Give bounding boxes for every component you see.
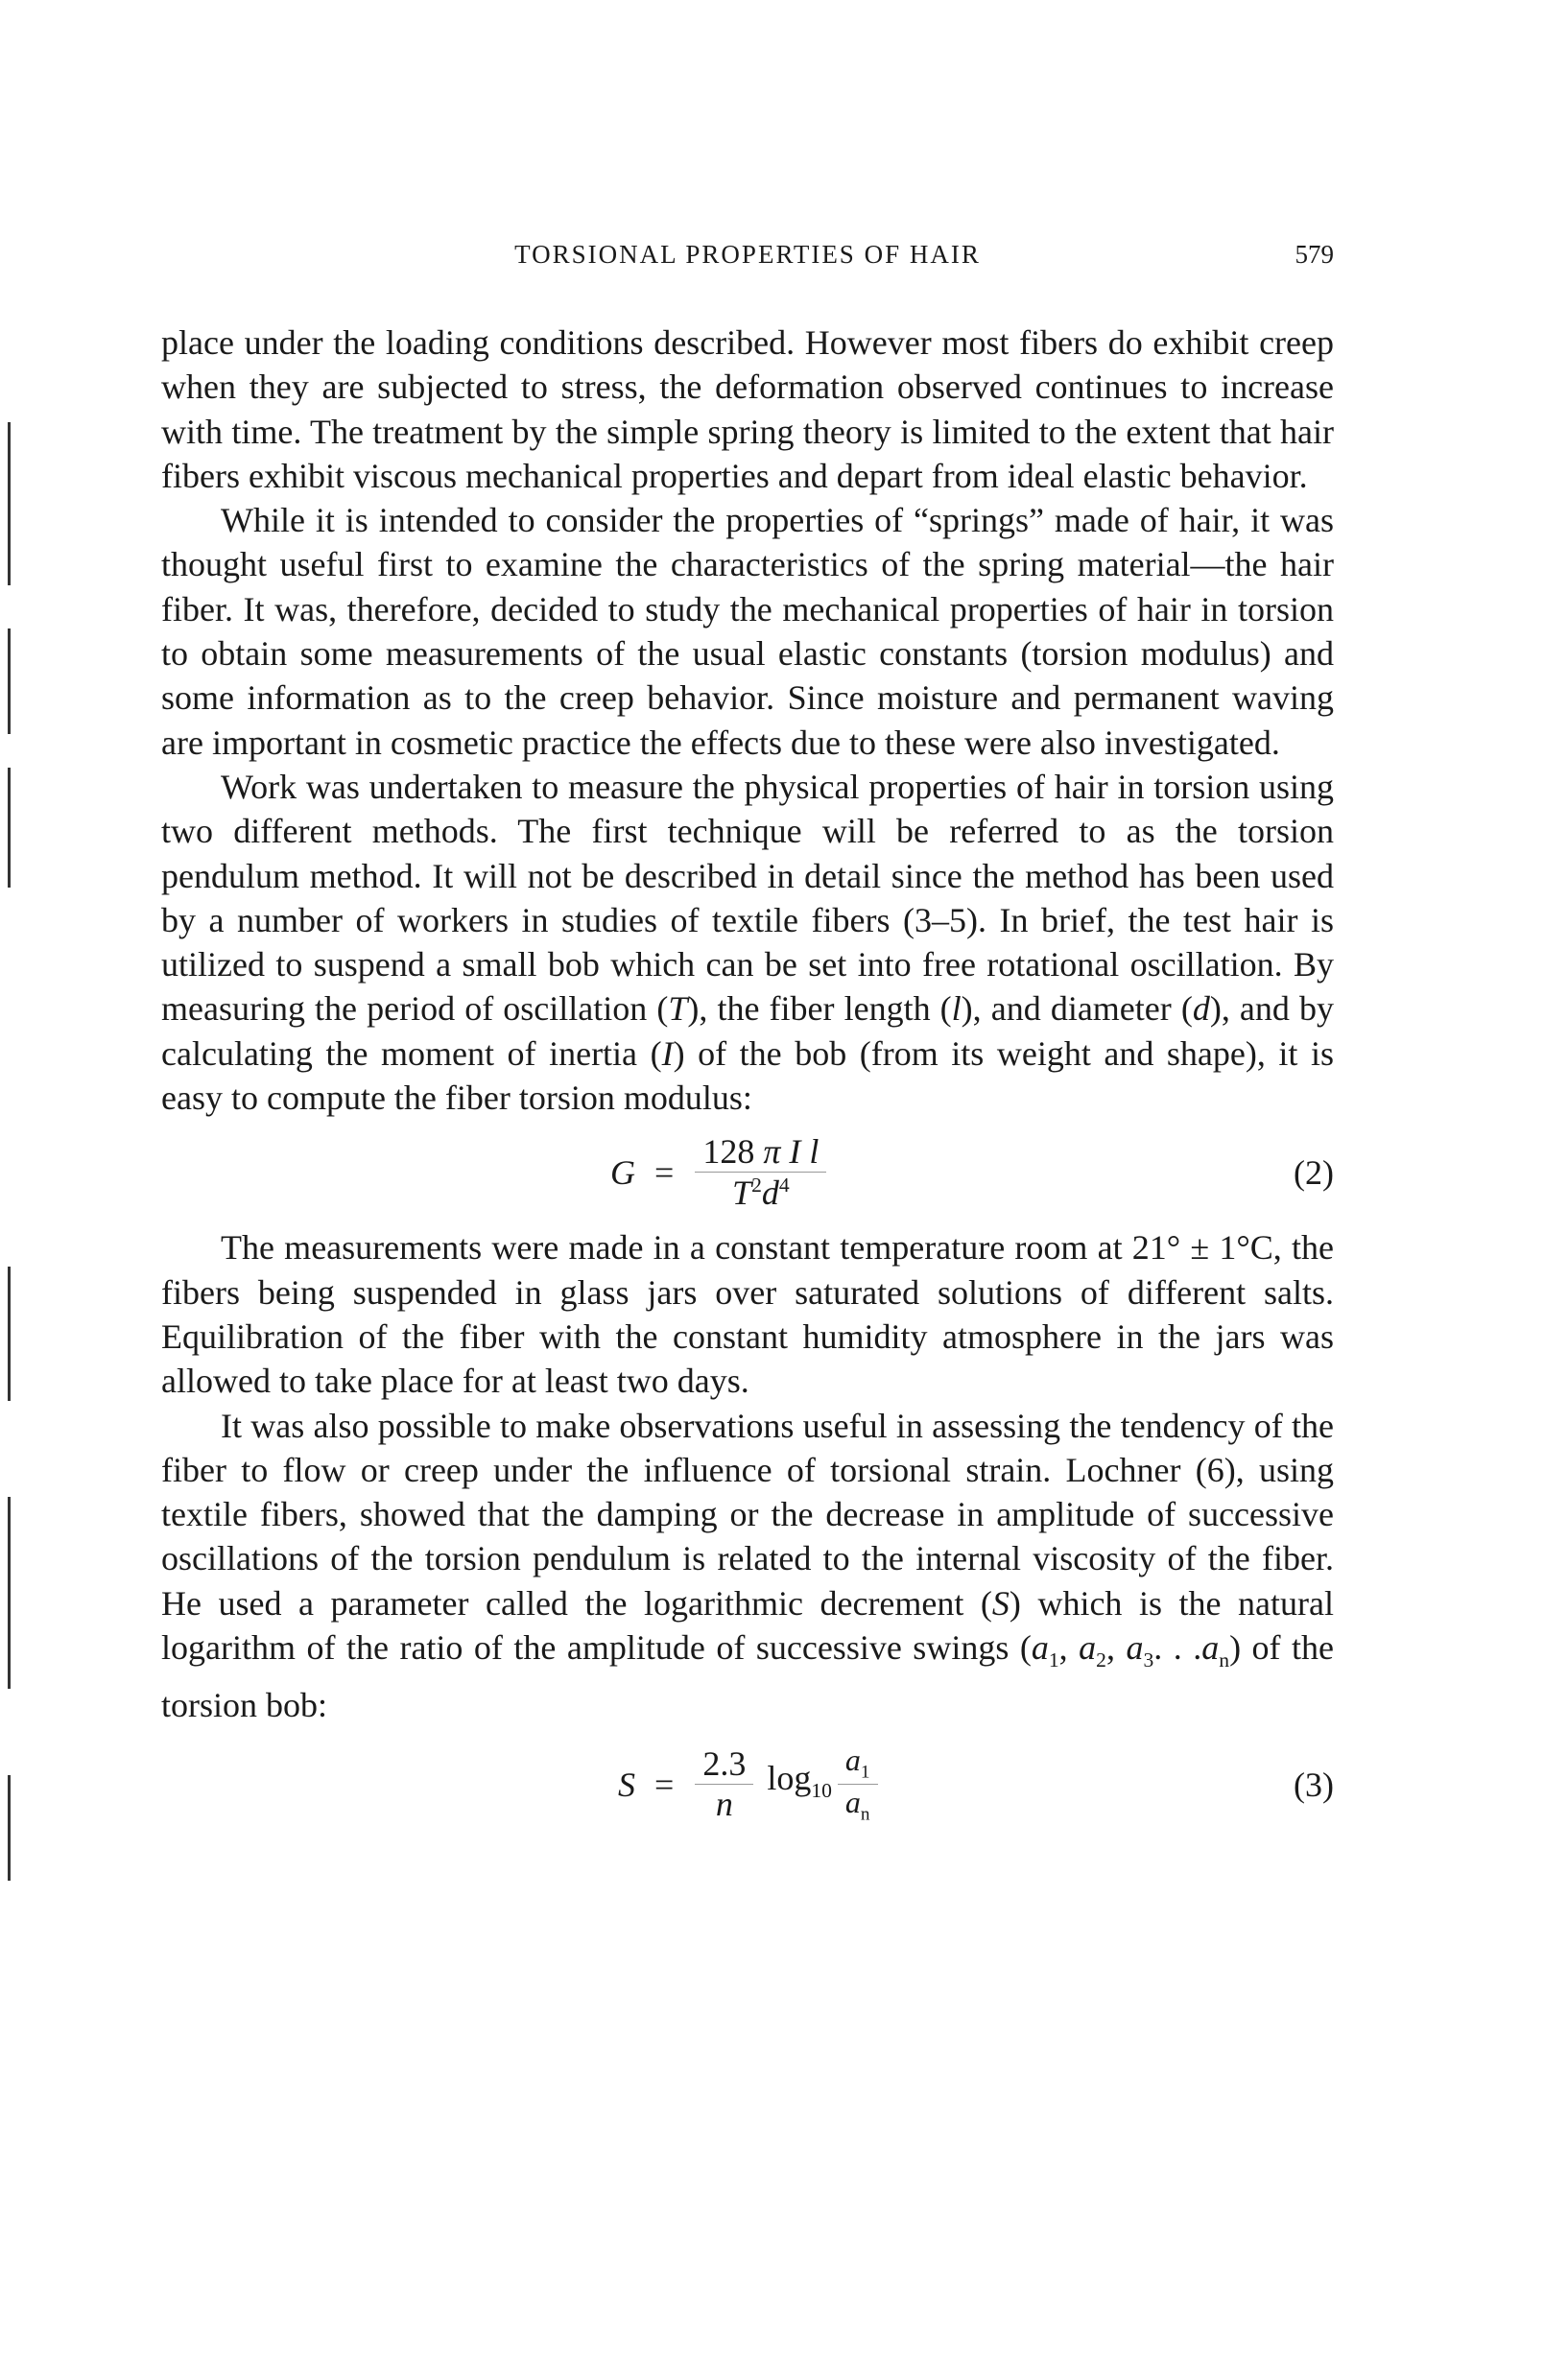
text-run: . . .: [1153, 1628, 1202, 1668]
symbol-l: l: [951, 989, 962, 1029]
symbol-an-sub: n: [1219, 1648, 1230, 1672]
margin-mark: [8, 422, 11, 585]
text-run: ) of the torsion bob:: [161, 1628, 1335, 1724]
paragraph-1: place under the loading conditions described. However most fibers do exhibit creep when they are subjected to stress, the deformation observed continues to increase with time. The treatment by the simple spring theory is limited to the extent that hair fibers exhibit viscous mechanical properties and depart from ideal elastic behavior.: [161, 323, 1334, 495]
symbol-T: T: [668, 989, 688, 1029]
eq3-log-base: 10: [811, 1779, 832, 1803]
paragraph-5: [161, 1404, 1334, 1727]
text-run: ) which is the natural logarithm of the ratio of the amplitude of successive swings (: [161, 1583, 1334, 1668]
equation-2: [161, 1120, 1334, 1225]
symbol-a3-sub: 3: [1143, 1648, 1154, 1672]
eq2-d: d: [761, 1174, 779, 1213]
running-title: TORSIONAL PROPERTIES OF HAIR: [514, 240, 981, 269]
margin-mark: [8, 1497, 11, 1689]
eq2-numerator: [695, 1131, 826, 1174]
equation-2-body: [610, 1120, 826, 1225]
eq2-T: T: [732, 1174, 752, 1213]
text-run: Work was undertaken to measure the physical properties of hair in torsion using two different methods. The first technique will be referred to as the torsion pendulum method. It will not be described in detail since the method has been used by a number of workers in studies of textile fibers (3–5). In brief, the test hair is utilized to suspend a small bob which can be set into free rotational oscillation. By measuring the period of oscillation (: [161, 767, 1334, 1029]
symbol-an: a: [1201, 1628, 1220, 1668]
eq2-pi: π: [763, 1131, 781, 1171]
eq3-frac2-den: [838, 1785, 878, 1825]
eq2-T-exp: 2: [751, 1174, 762, 1197]
eq2-fraction: [695, 1131, 826, 1213]
margin-mark: [8, 1267, 11, 1401]
paragraph-3: [161, 765, 1334, 1120]
eq2-lhs: G: [610, 1153, 635, 1193]
eq3-frac1-num: 2.3: [695, 1746, 753, 1786]
symbol-I: I: [661, 1033, 674, 1073]
eq2-denominator: [725, 1173, 797, 1212]
text-run: ), the fiber length (: [687, 989, 952, 1029]
eq3-fraction-2: [838, 1744, 878, 1825]
eq3-log: [767, 1756, 832, 1813]
eq2-l: l: [809, 1131, 820, 1171]
eq3-frac2-num: [838, 1744, 878, 1786]
eq3-an-sub: n: [860, 1804, 870, 1825]
eq2-equals: =: [654, 1153, 675, 1193]
symbol-a1: a: [1031, 1628, 1049, 1668]
text-run: ), and by calculating the moment of inertia (: [161, 989, 1334, 1073]
symbol-a3: a: [1126, 1628, 1144, 1668]
symbol-a2: a: [1079, 1628, 1097, 1668]
eq3-equals: =: [654, 1765, 675, 1804]
text-run: ), and diameter (: [961, 989, 1193, 1029]
margin-mark: [8, 628, 11, 734]
equation-3-body: [618, 1727, 878, 1842]
page-number: 579: [1295, 240, 1334, 269]
eq3-label: (3): [1294, 1765, 1334, 1804]
eq2-coef: 128: [702, 1131, 755, 1171]
symbol-S: S: [991, 1583, 1010, 1623]
text-run: ) of the bob (from its weight and shape), it is easy to compute the fiber torsion modulus:: [161, 1033, 1334, 1118]
eq2-I: I: [789, 1131, 801, 1171]
eq3-a1: a: [844, 1742, 861, 1777]
eq2-d-exp: 4: [778, 1174, 790, 1197]
body-text: [161, 320, 1334, 1842]
margin-mark: [8, 1775, 11, 1881]
symbol-a2-sub: 2: [1096, 1648, 1106, 1672]
eq2-label: (2): [1294, 1153, 1334, 1193]
symbol-d: d: [1192, 989, 1210, 1029]
eq3-frac1-den: [708, 1785, 741, 1823]
margin-mark: [8, 768, 11, 888]
text-run: ,: [1105, 1628, 1127, 1668]
eq3-a1-sub: 1: [860, 1762, 870, 1783]
equation-3: [161, 1727, 1334, 1842]
text-run: ,: [1058, 1628, 1080, 1668]
eq3-lhs: S: [618, 1765, 635, 1804]
eq3-an: a: [844, 1785, 861, 1820]
eq3-n: n: [715, 1785, 733, 1824]
eq3-log-text: log: [767, 1759, 812, 1798]
paragraph-2: While it is intended to consider the properties of “springs” made of hair, it was thought useful first to examine the characteristics of the spring material—the hair fiber. It was, therefore, decided to study the mechanical properties of hair in torsion to obtain some measurements of the usual elastic constants (torsion modulus) and some information as to the creep behavior. Since moisture and permanent waving are important in cosmetic practice the effects due to these were also investigated.: [161, 501, 1334, 762]
eq3-fraction-1: [695, 1743, 753, 1824]
text-run: It was also possible to make observations useful in assessing the tendency of the fiber to flow or creep under the influence of torsional strain. Lochner (6), using textile fibers, showed that the damping or the decrease in amplitude of successive oscillations of the torsion pendulum is related to the internal viscosity of the fiber. He used a parameter called the logarithmic decrement (: [161, 1406, 1334, 1623]
symbol-a1-sub: 1: [1048, 1648, 1059, 1672]
running-head: [161, 240, 1334, 278]
paragraph-4: The measurements were made in a constant temperature room at 21° ± 1°C, the fibers being suspended in glass jars over saturated solutions of different salts. Equilibration of the fiber with the constant humidity atmosphere in the jars was allowed to take place for at least two days.: [161, 1228, 1334, 1401]
